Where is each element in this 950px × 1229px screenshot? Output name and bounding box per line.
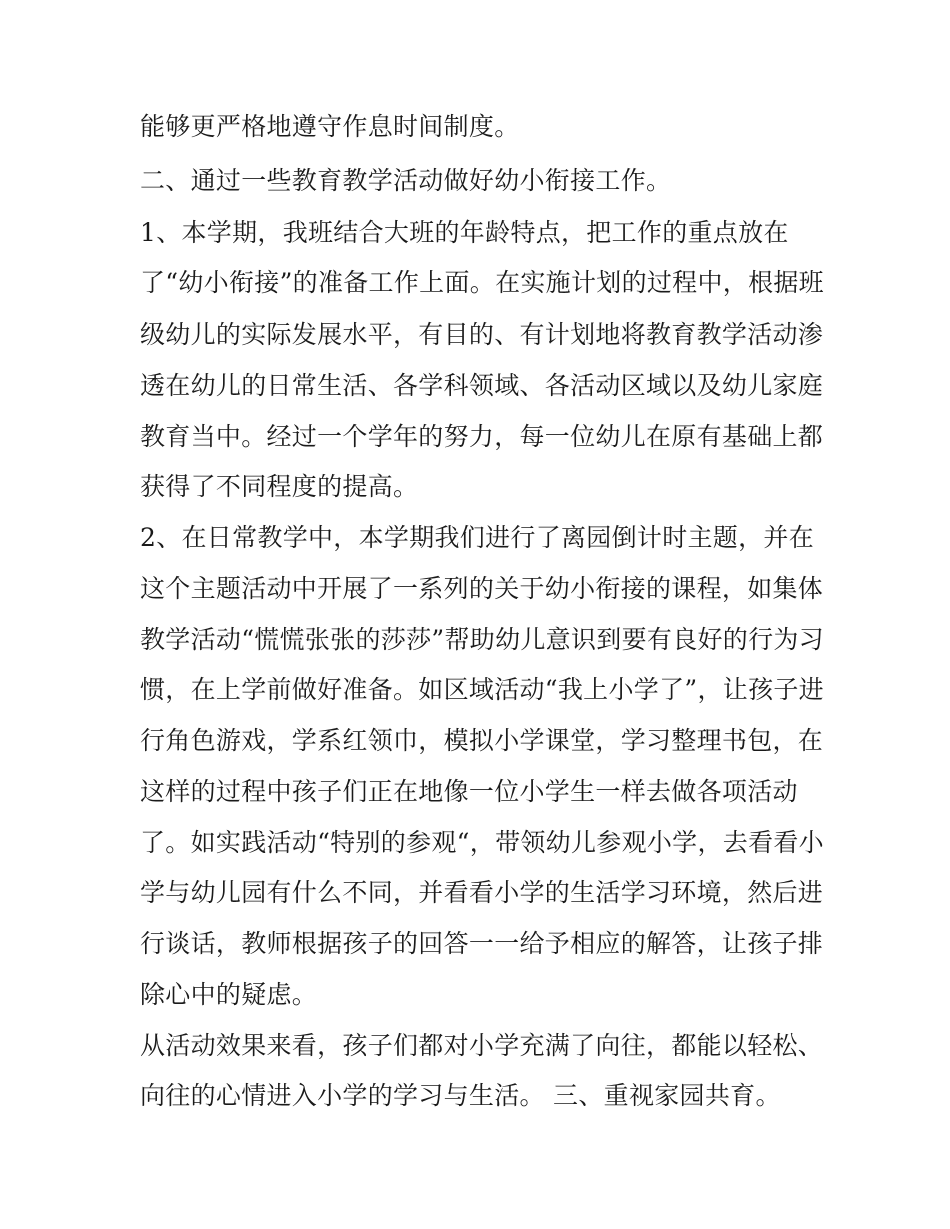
text-line: 了“幼小衔接”的准备工作上面。在实施计划的过程中，根据班 — [140, 268, 824, 297]
text-line: 这样的过程中孩子们正在地像一位小学生一样去做各项活动 — [140, 777, 798, 806]
text-line: 透在幼儿的日常生活、各学科领域、各活动区域以及幼儿家庭 — [140, 371, 824, 400]
text-line: 教学活动“慌慌张张的莎莎”帮助幼儿意识到要有良好的行为习 — [140, 625, 824, 654]
text-line: 能够更严格地遵守作息时间制度。 — [140, 112, 520, 141]
text-line: 获得了不同程度的提高。 — [140, 472, 419, 501]
section-heading: 二、通过一些教育教学活动做好幼小衔接工作。 — [140, 166, 672, 195]
text-line: 这个主题活动中开展了一系列的关于幼小衔接的课程，如集体 — [140, 574, 824, 603]
text-line: 行角色游戏，学系红领巾，模拟小学课堂，学习整理书包，在 — [140, 726, 824, 755]
text-line: 了。如实践活动“特别的参观“，带领幼儿参观小学，去看看小 — [140, 828, 824, 857]
text-line: 2、在日常教学中，本学期我们进行了离园倒计时主题，并在 — [140, 523, 815, 552]
text-line: 级幼儿的实际发展水平，有目的、有计划地将教育教学活动渗 — [140, 320, 824, 349]
text-line: 1、本学期，我班结合大班的年龄特点，把工作的重点放在 — [140, 218, 789, 247]
text-line: 从活动效果来看，孩子们都对小学充满了向往，都能以轻松、 — [140, 1031, 824, 1060]
text-line: 行谈话，教师根据孩子的回答一一给予相应的解答，让孩子排 — [140, 929, 824, 958]
text-line: 向往的心情进入小学的学习与生活。 三、重视家园共育。 — [140, 1081, 781, 1110]
text-line: 除心中的疑虑。 — [140, 980, 318, 1009]
text-line: 教育当中。经过一个学年的努力，每一位幼儿在原有基础上都 — [140, 422, 824, 451]
text-line: 惯，在上学前做好准备。如区域活动“我上小学了”，让孩子进 — [140, 675, 824, 704]
text-line: 学与幼儿园有什么不同，并看看小学的生活学习环境，然后进 — [140, 878, 824, 907]
